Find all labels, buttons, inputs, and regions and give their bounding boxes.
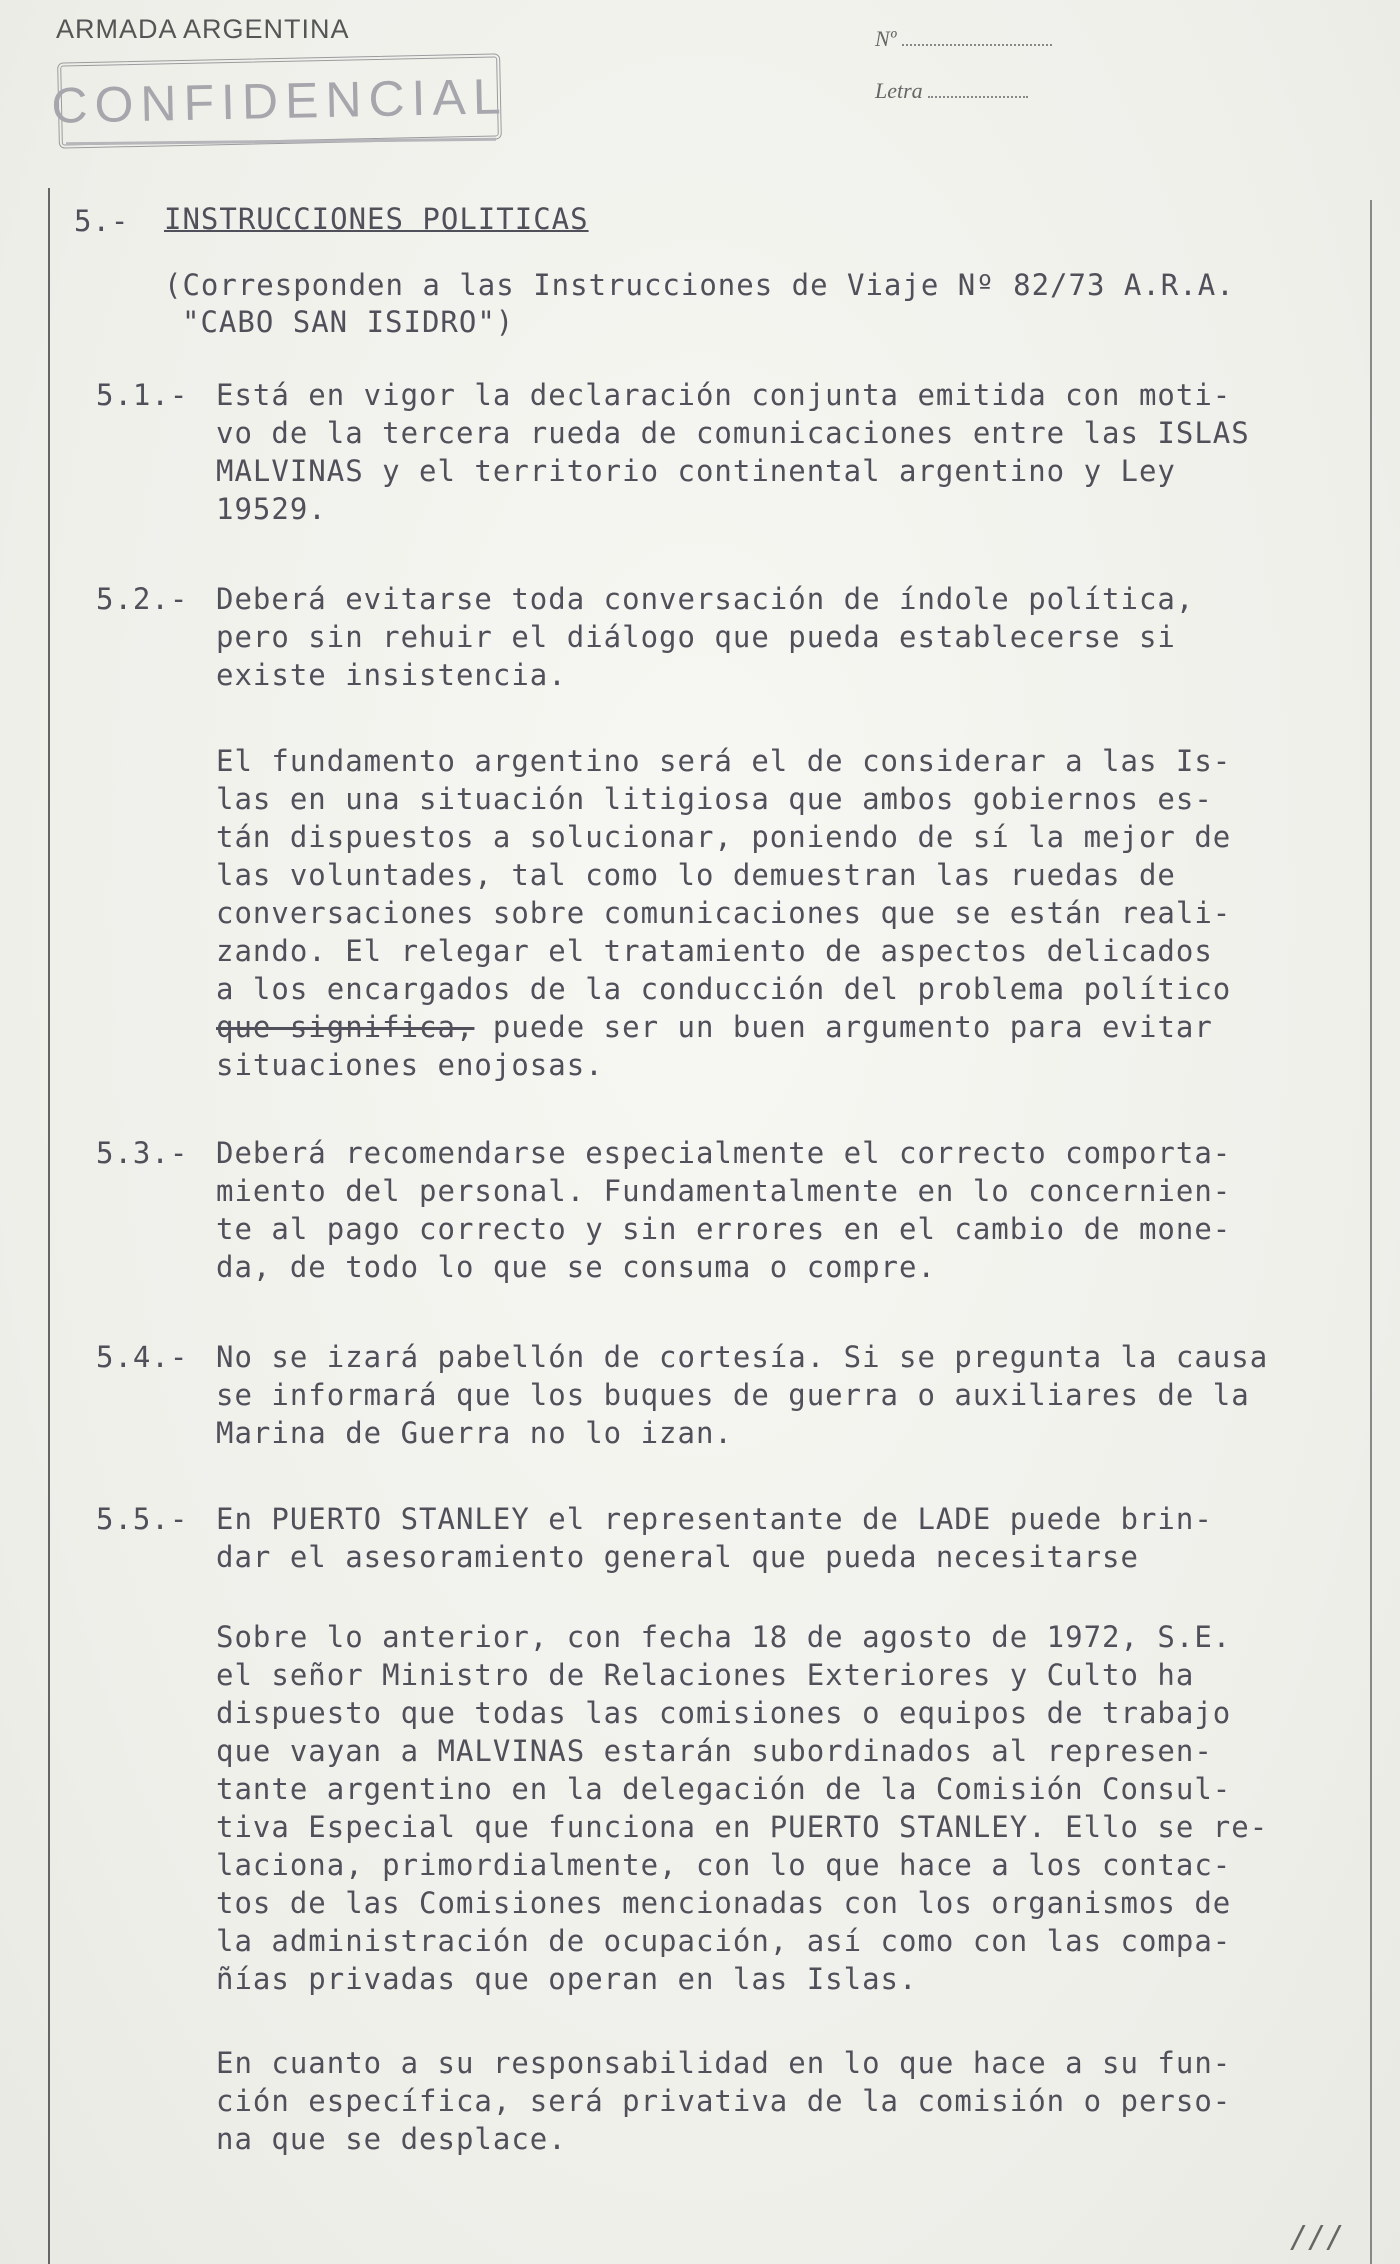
- letterhead-institution: ARMADA ARGENTINA: [56, 14, 350, 44]
- confidential-stamp: CONFIDENCIAL: [57, 53, 502, 148]
- section-title: INSTRUCCIONES POLITICAS: [164, 202, 589, 236]
- item-5-5-para3-line: na que se desplace.: [216, 2122, 567, 2156]
- item-5-4-line: No se izará pabellón de cortesía. Si se pregunta la causa: [216, 1340, 1269, 1374]
- item-5-2-para2-line: las en una situación litigiosa que ambos gobiernos es-: [216, 782, 1213, 816]
- number-dotted-field: [902, 26, 1052, 46]
- item-number-5-4: 5.4.-: [96, 1340, 189, 1374]
- item-5-5-para3-line: ción específica, será privativa de la comisión o perso-: [216, 2084, 1232, 2118]
- item-5-2-para2-line: a los encargados de la conducción del problema político: [216, 972, 1232, 1006]
- item-5-2-line: Deberá evitarse toda conversación de índole política,: [216, 582, 1195, 616]
- page-end-mark: ///: [1290, 2220, 1345, 2255]
- section-number: 5.-: [74, 204, 130, 238]
- item-5-5-para2-line: laciona, primordialmente, con lo que hace a los contac-: [216, 1848, 1232, 1882]
- item-5-2-para2-line: las voluntades, tal como lo demuestran las ruedas de: [216, 858, 1176, 892]
- section-subtitle-1: (Corresponden a las Instrucciones de Viaje Nº 82/73 A.R.A.: [164, 268, 1235, 302]
- item-5-3-line: da, de todo lo que se consuma o compre.: [216, 1250, 936, 1284]
- item-5-2-last-line: situaciones enojosas.: [216, 1048, 604, 1082]
- item-5-2-para2-line: tán dispuestos a solucionar, poniendo de sí la mejor de: [216, 820, 1232, 854]
- item-5-5-para2-line: la administración de ocupación, así como con las compa-: [216, 1924, 1232, 1958]
- item-5-2-line: pero sin rehuir el diálogo que pueda establecerse si: [216, 620, 1176, 654]
- item-5-1-line: 19529.: [216, 492, 327, 526]
- item-5-5-para2-line: Sobre lo anterior, con fecha 18 de agosto de 1972, S.E.: [216, 1620, 1232, 1654]
- item-5-4-line: se informará que los buques de guerra o auxiliares de la: [216, 1378, 1250, 1412]
- item-5-5-para2-line: tos de las Comisiones mencionadas con los organismos de: [216, 1886, 1232, 1920]
- reference-number: [875, 26, 1052, 52]
- item-5-2-line: existe insistencia.: [216, 658, 567, 692]
- item-5-1-line: vo de la tercera rueda de comunicaciones entre las ISLAS: [216, 416, 1250, 450]
- item-5-5-line: dar el asesoramiento general que pueda necesitarse: [216, 1540, 1139, 1574]
- item-5-2-para2-line: conversaciones sobre comunicaciones que se están reali-: [216, 896, 1232, 930]
- item-5-5-para2-line: que vayan a MALVINAS estarán subordinados al represen-: [216, 1734, 1213, 1768]
- item-5-1-line: MALVINAS y el territorio continental argentino y Ley: [216, 454, 1176, 488]
- item-5-3-line: miento del personal. Fundamentalmente en lo concernien-: [216, 1174, 1232, 1208]
- item-number-5-3: 5.3.-: [96, 1136, 189, 1170]
- letter-dotted-field: [928, 78, 1028, 98]
- item-5-2-struck-line: [216, 1008, 1213, 1047]
- section-subtitle-2: "CABO SAN ISIDRO"): [182, 305, 515, 339]
- item-number-5-1: 5.1.-: [96, 378, 189, 412]
- item-5-4-line: Marina de Guerra no lo izan.: [216, 1416, 733, 1450]
- item-5-2-para2-line: El fundamento argentino será el de considerar a las Is-: [216, 744, 1232, 778]
- item-5-3-line: te al pago correcto y sin errores en el cambio de mone-: [216, 1212, 1232, 1246]
- item-5-5-para2-line: el señor Ministro de Relaciones Exteriores y Culto ha: [216, 1658, 1195, 1692]
- item-number-5-5: 5.5.-: [96, 1502, 189, 1536]
- item-number-5-2: 5.2.-: [96, 582, 189, 616]
- item-5-5-para3-line: En cuanto a su responsabilidad en lo que hace a su fun-: [216, 2046, 1232, 2080]
- item-5-1-line: Está en vigor la declaración conjunta emitida con moti-: [216, 378, 1232, 412]
- struck-out-text: que significa,: [216, 1010, 475, 1044]
- number-label: Nº: [875, 26, 897, 51]
- line-after-strike: puede ser un buen argumento para evitar: [474, 1010, 1213, 1044]
- item-5-5-para2-line: dispuesto que todas las comisiones o equipos de trabajo: [216, 1696, 1232, 1730]
- reference-letter: [875, 78, 1028, 104]
- item-5-5-para2-line: tante argentino en la delegación de la Comisión Consul-: [216, 1772, 1232, 1806]
- item-5-2-para2-line: zando. El relegar el tratamiento de aspectos delicados: [216, 934, 1213, 968]
- item-5-5-line: En PUERTO STANLEY el representante de LADE puede brin-: [216, 1502, 1213, 1536]
- letter-label: Letra: [875, 78, 923, 103]
- item-5-5-para2-line: tiva Especial que funciona en PUERTO STANLEY. Ello se re-: [216, 1810, 1269, 1844]
- item-5-5-para2-line: ñías privadas que operan en las Islas.: [216, 1962, 918, 1996]
- item-5-3-line: Deberá recomendarse especialmente el correcto comporta-: [216, 1136, 1232, 1170]
- left-margin-rule: [48, 188, 50, 2264]
- right-margin-rule: [1370, 200, 1372, 2264]
